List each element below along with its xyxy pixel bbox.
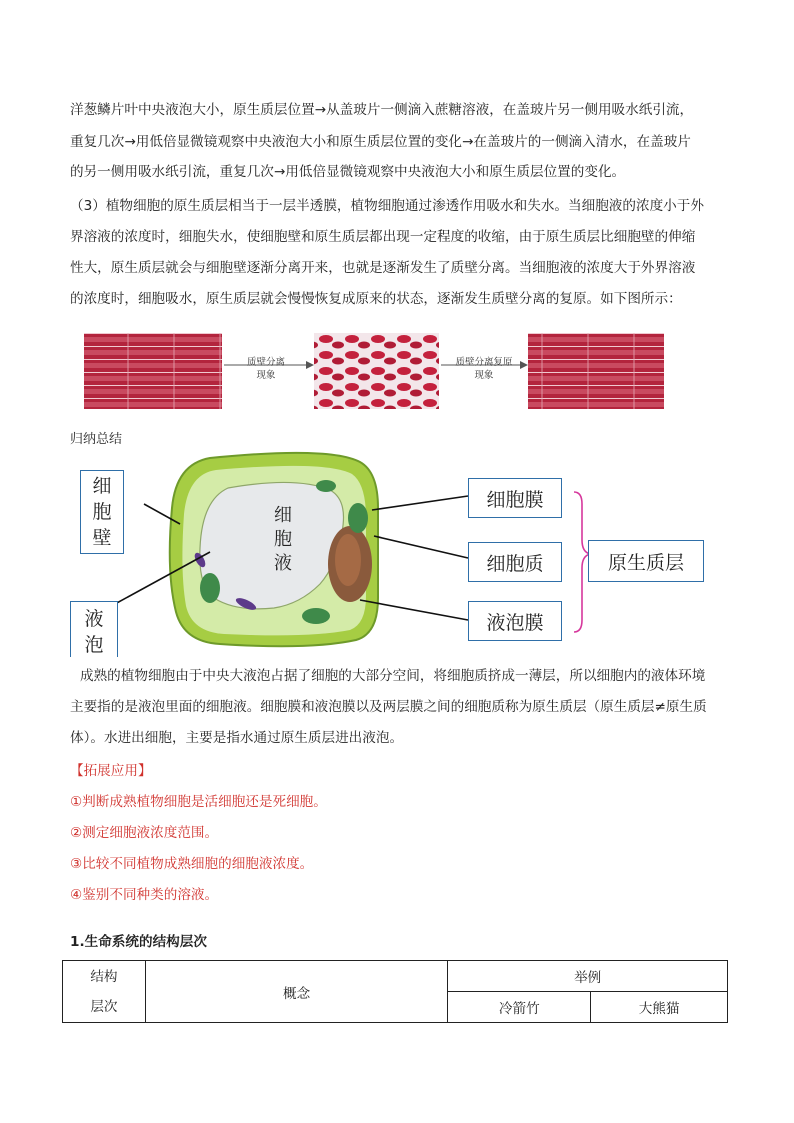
plasmolysis-figure (84, 333, 704, 411)
protoplast-layer-label: 原生质层 (588, 540, 704, 582)
chloroplast (200, 573, 220, 603)
arrow1-label-line1: 质壁分离 (246, 357, 285, 368)
plasmolysis-cells-image (314, 333, 439, 409)
arrow1-label-line2: 现象 (256, 370, 276, 381)
text-line: 成熟的植物细胞由于中央大液泡占据了细胞的大部分空间，将细胞质挤成一薄层，所以细胞内的液体环境 (80, 668, 706, 684)
text-line: 主要指的是液泡里面的细胞液。细胞膜和液泡膜以及两层膜之间的细胞质称为原生质层（原生质层≠原生质 (70, 699, 707, 715)
table-subheader: 大熊猫 (591, 992, 728, 1023)
cell-sap-label: 细胞液 (274, 505, 292, 574)
chloroplast (316, 480, 336, 492)
cell-wall-label: 细胞壁 (80, 470, 124, 554)
text-line: 性大，原生质层就会与细胞壁逐渐分离开来，也就是逐渐发生了质壁分离。当细胞液的浓度大于外界溶液 (70, 260, 696, 276)
text-line: 重复几次→用低倍显微镜观察中央液泡大小和原生质层位置的变化→在盖玻片的一侧滴入清水，在盖玻片 (70, 134, 691, 150)
chloroplast (302, 608, 330, 624)
arrow2-label-line1: 质壁分离复原 (455, 357, 513, 368)
extension-item: ③比较不同植物成熟细胞的细胞液浓度。 (70, 856, 314, 872)
text-line: 界溶液的浓度时，细胞失水，使细胞壁和原生质层都出现一定程度的收缩，由于原生质层比细胞壁的伸缩 (70, 229, 696, 245)
text-line: 体）。水进出细胞，主要是指水通过原生质层进出液泡。 (70, 730, 404, 746)
table-header-concept: 概念 (145, 961, 448, 1023)
text-line: （3）植物细胞的原生质层相当于一层半透膜，植物细胞通过渗透作用吸水和失水。当细胞液的浓度小于外 (70, 198, 704, 214)
recovered-cells-image (528, 333, 664, 409)
text-line: 的浓度时，细胞吸水，原生质层就会慢慢恢复成原来的状态，逐渐发生质壁分离的复原。如下图所示： (70, 291, 682, 307)
extension-item: ④鉴别不同种类的溶液。 (70, 887, 219, 903)
extension-item: ②测定细胞液浓度范围。 (70, 825, 219, 841)
text-line: 洋葱鳞片叶中央液泡大小，原生质层位置→从盖玻片一侧滴入蔗糖溶液，在盖玻片另一侧用吸水纸引流， (70, 102, 694, 118)
summary-heading: 归纳总结 (70, 432, 123, 447)
cell-membrane-label: 细胞膜 (468, 478, 562, 518)
section-title: 1.生命系统的结构层次 (70, 934, 207, 950)
table-subheader: 冷箭竹 (448, 992, 591, 1023)
vacuole-label: 液泡 (70, 601, 118, 657)
structure-level-table (62, 960, 728, 1023)
text-line: 的另一侧用吸水纸引流，重复几次→用低倍显微镜观察中央液泡大小和原生质层位置的变化。 (70, 164, 626, 180)
cytoplasm-label: 细胞质 (468, 542, 562, 582)
normal-cells-image (84, 333, 222, 409)
chloroplast (348, 503, 368, 533)
arrow2-label-line2: 现象 (474, 370, 494, 381)
vacuole-membrane-label: 液泡膜 (468, 601, 562, 641)
table-header-level: 结构 层次 (63, 961, 146, 1023)
extension-item: ①判断成熟植物细胞是活细胞还是死细胞。 (70, 794, 327, 810)
extension-heading: 【拓展应用】 (70, 763, 152, 779)
table-header-example: 举例 (448, 961, 728, 992)
